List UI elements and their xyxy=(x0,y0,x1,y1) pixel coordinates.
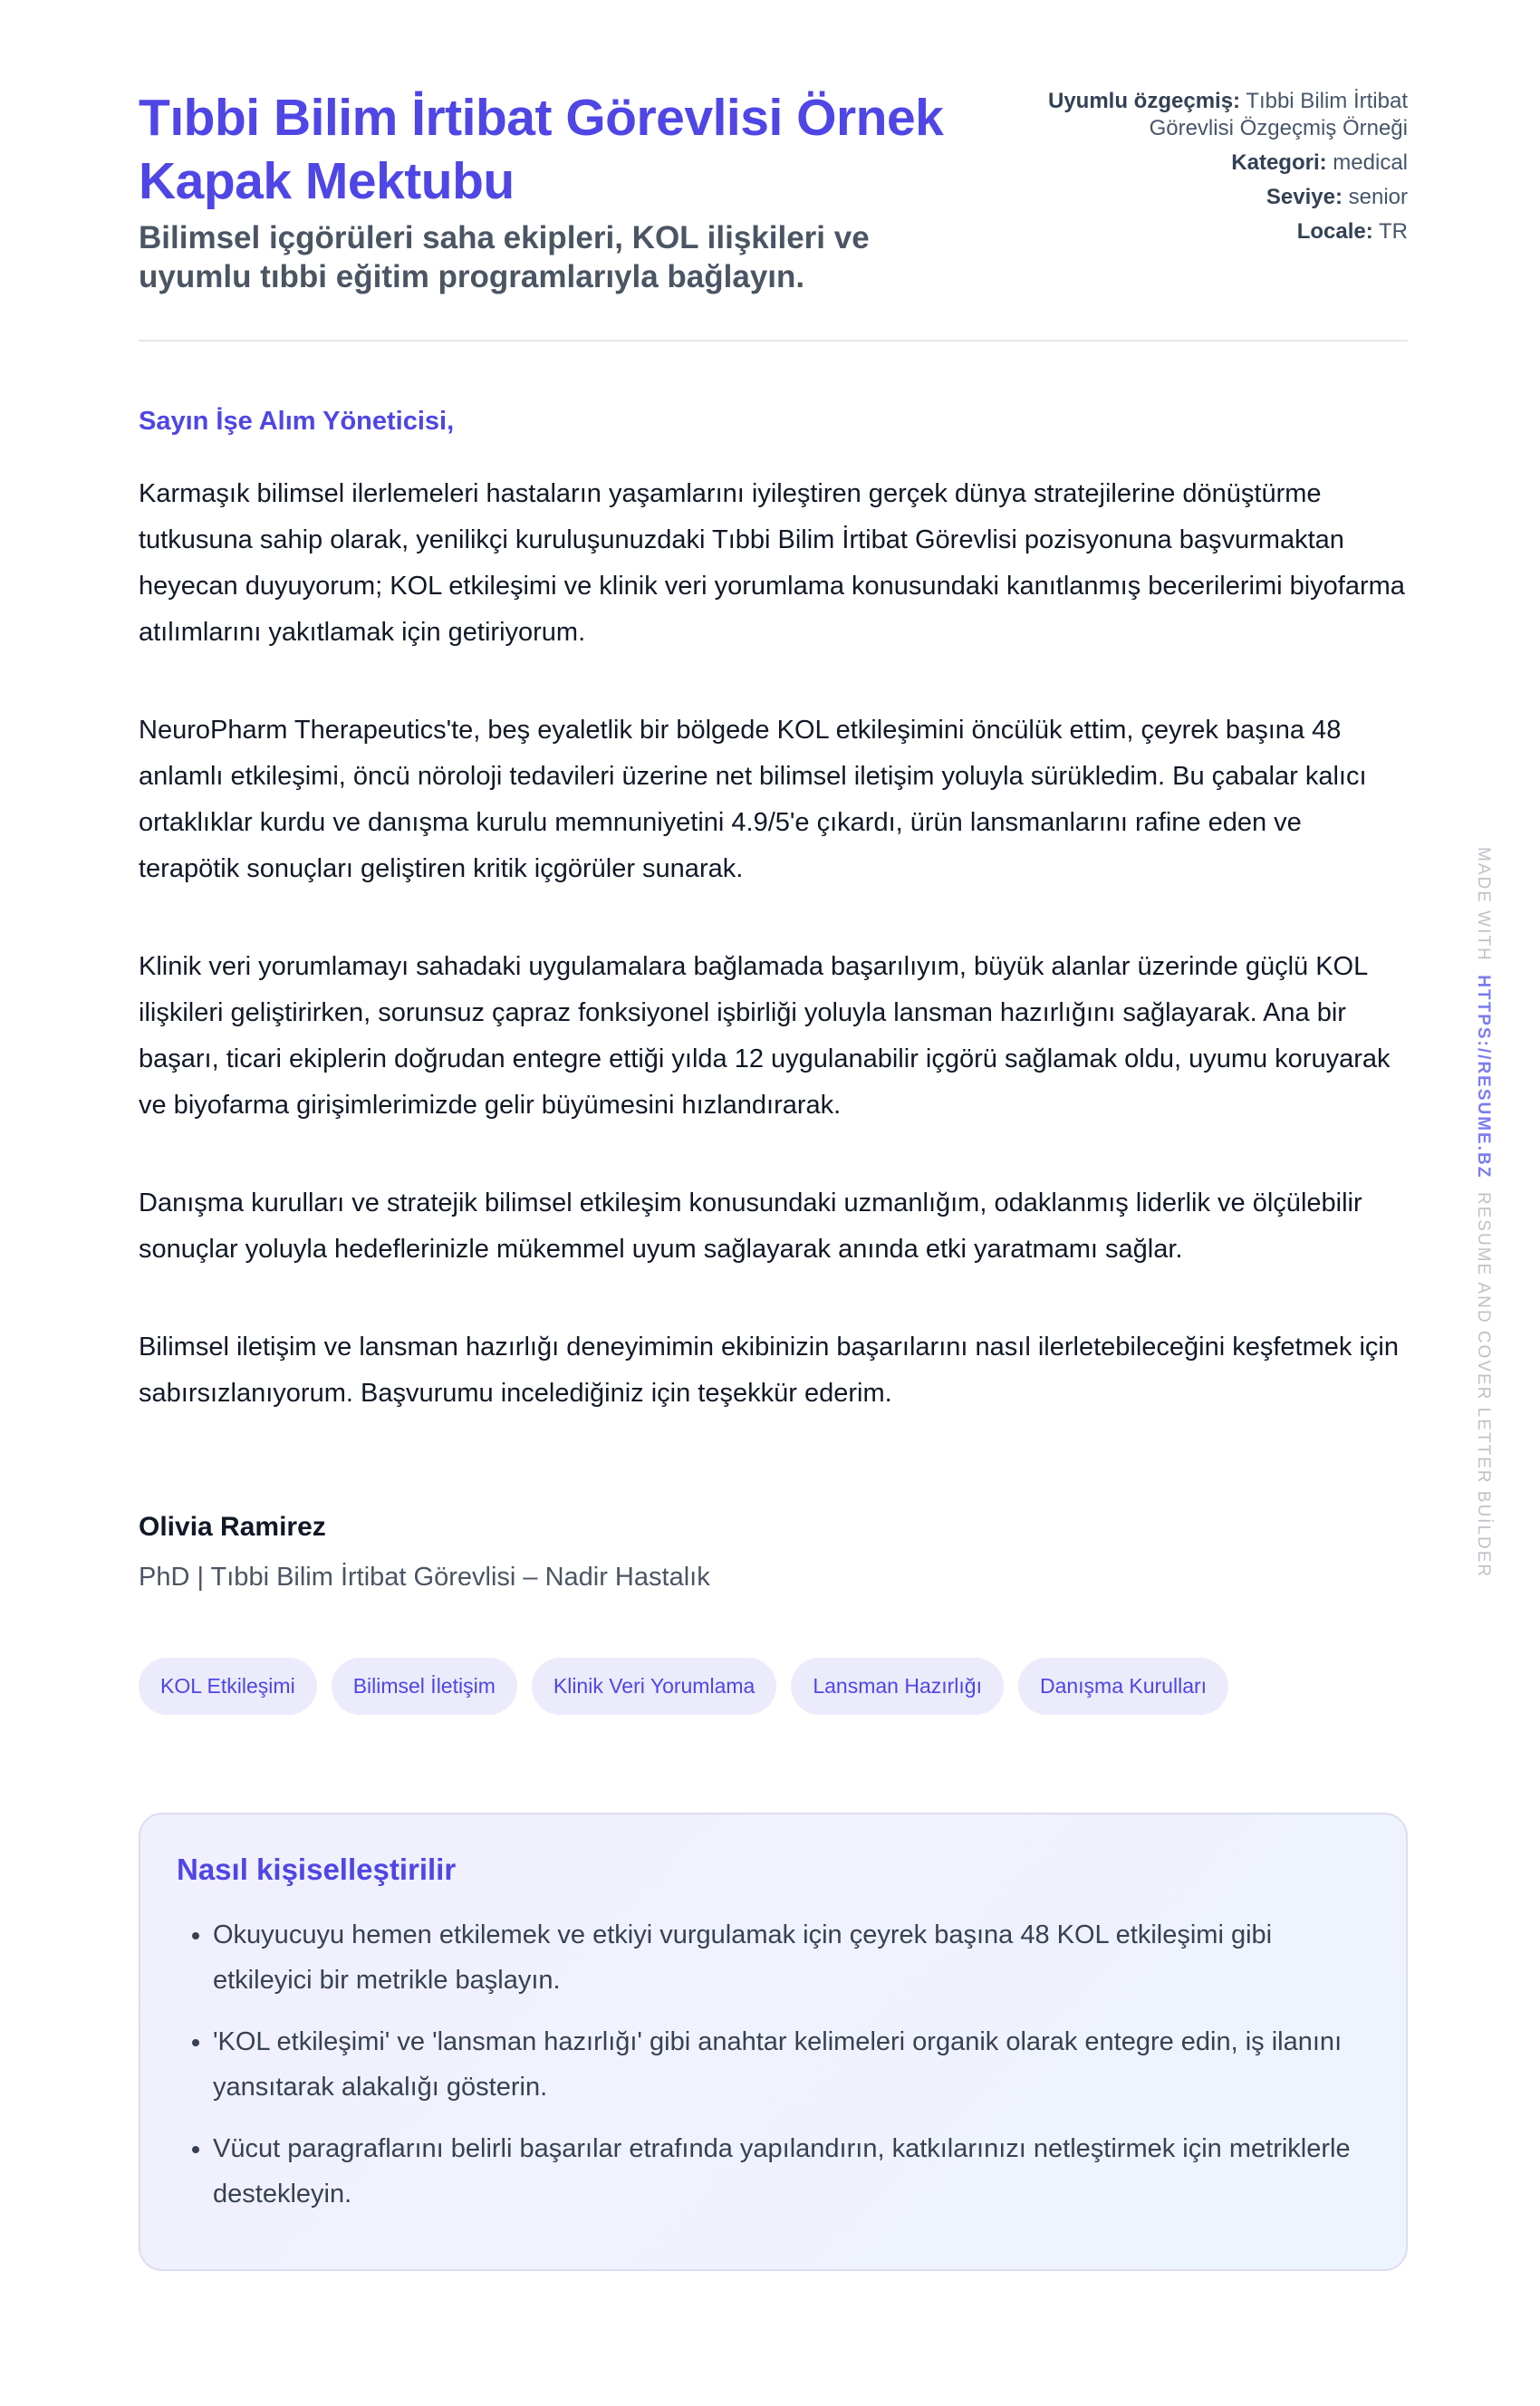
tip-item: • Okuyucuyu hemen etkilemek ve etkiyi vurgulamak için çeyrek başına 48 KOL etkileşimi gibi etkileyici bir metrikle başlayın. xyxy=(213,1912,1370,2003)
greeting: Sayın İşe Alım Yöneticisi, xyxy=(139,407,455,436)
meta-label: Seviye: xyxy=(1266,185,1343,209)
skill-chip: Lansman Hazırlığı xyxy=(791,1658,1004,1715)
meta-label: Uyumlu özgeçmiş: xyxy=(1048,89,1241,113)
header xyxy=(139,86,1408,342)
letter-paragraph: Bilimsel iletişim ve lansman hazırlığı deneyimimin ekibinizin başarılarını nasıl ilerletebileceğini keşfetmek için sabırsızlanıyorum. Başvurumu incelediğiniz için teşekkür ederim. xyxy=(139,1333,1399,1408)
signature-name: Olivia Ramirez xyxy=(139,1512,326,1542)
page-subtitle: Bilimsel içgörüleri saha ekipleri, KOL ilişkileri ve uyumlu tıbbi eğitim programlarıyla bağlayın. xyxy=(139,220,870,294)
meta-level xyxy=(1009,184,1408,211)
meta-category xyxy=(1009,149,1408,177)
letter-paragraph: Danışma kurulları ve stratejik bilimsel etkileşim konusundaki uzmanlığım, odaklanmış liderlik ve ölçülebilir sonuçlar yoluyla hedeflerinizle mükemmel uyum sağlayarak anında etki yaratmamı sağlar. xyxy=(139,1189,1362,1264)
page-title: Tıbbi Bilim İrtibat Görevlisi Örnek Kapak Mektubu xyxy=(139,89,944,210)
skill-chip: Danışma Kurulları xyxy=(1018,1658,1228,1715)
skill-chip: Klinik Veri Yorumlama xyxy=(532,1658,776,1715)
tip-item: • 'KOL etkileşimi' ve 'lansman hazırlığı' gibi anahtar kelimeleri organik olarak entegre edin, iş ilanını yansıtarak alakalığı gösterin. xyxy=(213,2019,1370,2110)
skill-chips xyxy=(139,1658,1408,1715)
meta-value: medical xyxy=(1333,150,1408,175)
cover-letter-page xyxy=(139,86,1408,2271)
tips-list xyxy=(177,1912,1370,2217)
meta-locale xyxy=(1009,218,1408,245)
watermark-prefix: MADE WITH xyxy=(1474,847,1493,962)
meta-resume xyxy=(1009,88,1408,142)
skill-chip: Bilimsel İletişim xyxy=(332,1658,517,1715)
letter-paragraph: Karmaşık bilimsel ilerlemeleri hastaların yaşamlarını iyileştiren gerçek dünya stratejilerine dönüştürme tutkusuna sahip olarak, yenilikçi kuruluşunuzdaki Tıbbi Bilim İrtibat Görevlisi pozisyonuna başvurmaktan heyecan duyuyorum; KOL etkileşimi ve klinik veri yorumlama konusundaki kanıtlanmış becerilerimi biyofarma atılımlarını yakıtlamak için getiriyorum. xyxy=(139,479,1405,647)
watermark-link[interactable]: HTTPS://RESUME.BZ xyxy=(1474,975,1493,1179)
skill-chip: KOL Etkileşimi xyxy=(139,1658,317,1715)
meta-label: Locale: xyxy=(1296,219,1373,244)
watermark xyxy=(1468,847,1495,1590)
watermark-suffix: RESUME AND COVER LETTER BUİLDER xyxy=(1474,1191,1493,1579)
meta-resume-link[interactable]: Tıbbi Bilim İrtibat Görevlisi Özgeçmiş Örneği xyxy=(1149,89,1408,140)
meta-value: senior xyxy=(1348,185,1408,209)
tip-item: • Vücut paragraflarını belirli başarılar etrafında yapılandırın, katkılarınızı netleştirmek için metriklerle destekleyin. xyxy=(213,2126,1370,2217)
meta-value: TR xyxy=(1379,219,1408,244)
tips-title: Nasıl kişiselleştirilir xyxy=(177,1853,457,1886)
signature-title: PhD | Tıbbi Bilim İrtibat Görevlisi – Nadir Hastalık xyxy=(139,1563,710,1592)
letter-paragraph: Klinik veri yorumlamayı sahadaki uygulamalara bağlamada başarılıyım, büyük alanlar üzerinde güçlü KOL ilişkileri geliştirirken, sorunsuz çapraz fonksiyonel işbirliği yoluyla lansman hazırlığını sağlayarak. Ana bir başarı, ticari ekiplerin doğrudan entegre ettiği yılda 12 uygulanabilir içgörü sağlamak oldu, uyumu koruyarak ve biyofarma girişimlerimizde gelir büyümesini hızlandırarak. xyxy=(139,952,1391,1120)
letter-paragraph: NeuroPharm Therapeutics'te, beş eyaletlik bir bölgede KOL etkileşimini öncülük ettim, çeyrek başına 48 anlamlı etkileşimi, öncü nöroloji tedavileri üzerine net bilimsel iletişim yoluyla sürükledim. Bu çabalar kalıcı ortaklıklar kurdu ve danışma kurulu memnuniyetini 4.9/5'e çıkardı, ürün lansmanlarını rafine eden ve terapötik sonuçları geliştiren kritik içgörüler sunarak. xyxy=(139,716,1367,883)
meta-label: Kategori: xyxy=(1231,150,1327,175)
meta-info xyxy=(1009,88,1408,253)
customization-tips xyxy=(139,1813,1408,2271)
